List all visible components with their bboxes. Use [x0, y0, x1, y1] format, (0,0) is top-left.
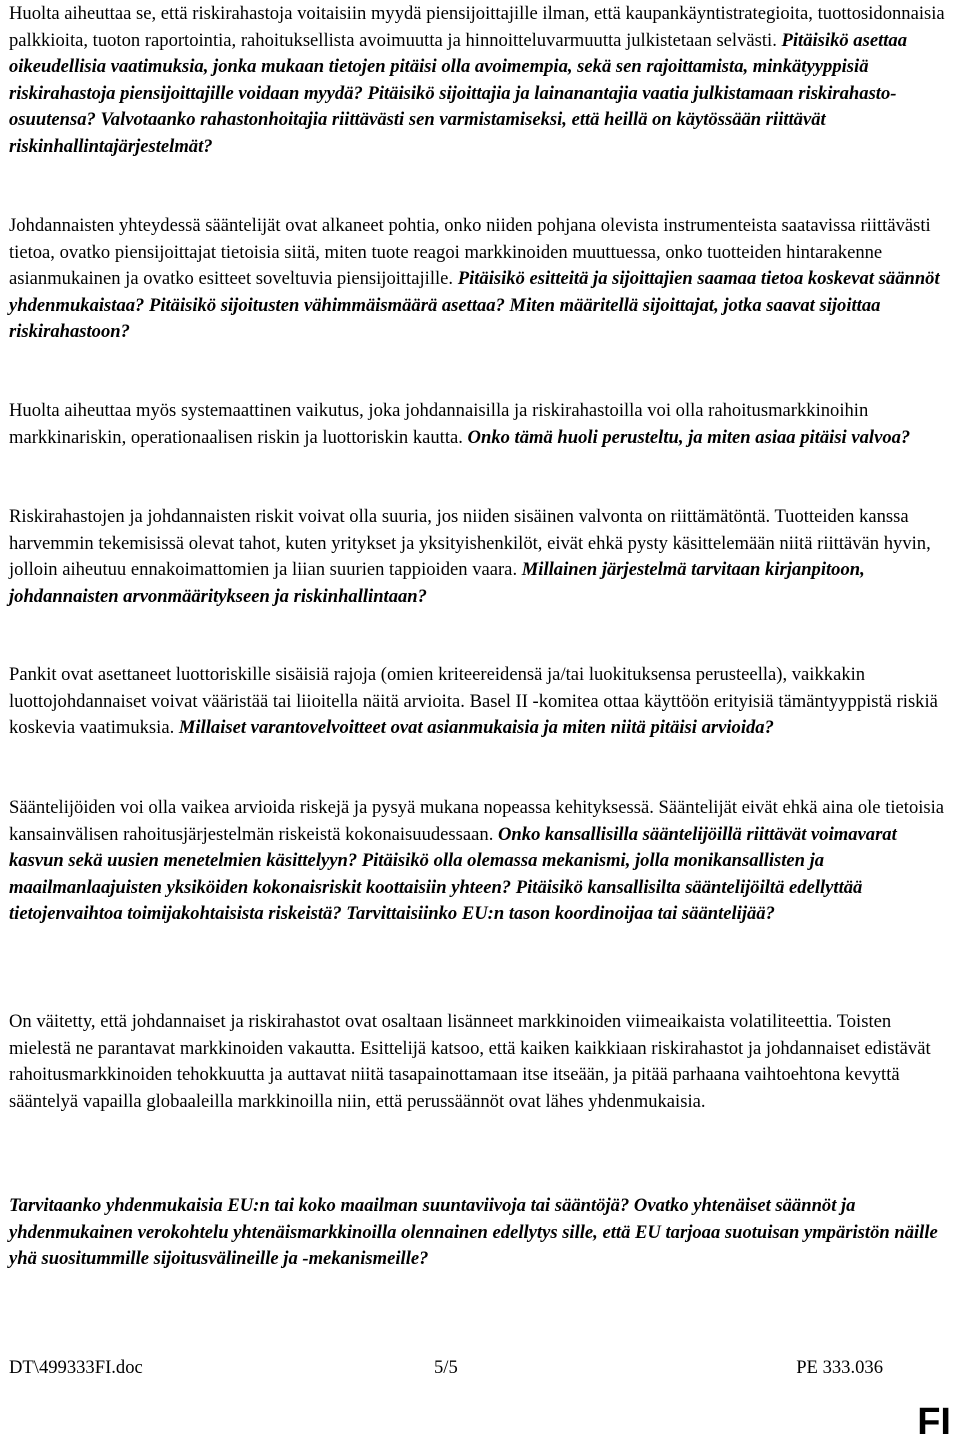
- paragraph-question: Millaiset varantovelvoitteet ovat asianmukaisia ja miten niitä pitäisi arvioida?: [178, 717, 774, 739]
- paragraph: [9, 213, 951, 346]
- footer-pe-number: PE 333.036: [796, 1357, 883, 1378]
- paragraph-text: On väitetty, että johdannaiset ja riskirahastot ovat osaltaan lisänneet markkinoiden viimeaikaista volatiliteettia. Toisten mielestä ne parantavat markkinoiden vakautta. Esittelijä katsoo, että kaiken kaikkiaan riskirahastot ja johdannaiset edistävät rahoitusmarkkinoiden tehokkuutta ja auttavat niitä tasapainottamaan itse itseään, ja pitää parhaana vaihtoehtona kevyttä sääntelyä vapailla globaaleilla markkinoilla niin, että perussäännöt ovat lähes yhdenmukaisia.: [9, 1011, 931, 1112]
- paragraph-question: Onko tämä huoli perusteltu, ja miten asiaa pitäisi valvoa?: [467, 426, 911, 448]
- paragraph-question: Pitäisikö asettaa oikeudellisia vaatimuksia, jonka mukaan tietojen pitäisi olla avoimempia, sekä sen rajoittamista, minkätyyppisiä riskirahastoja piensijoittajille voidaan myydä? Pitäisikö sijoittajia ja lainanantajia vaatia julkistamaan riskirahasto-osuutensa? Valvotaanko rahastonhoitajia riittävästi sen varmistamiseksi, että heillä on käytössään riittävät riskinhallintajärjestelmät?: [9, 29, 908, 157]
- paragraph-text: Pankit ovat asettaneet luottoriskille sisäisiä rajoja (omien kriteereidensä ja/tai luokituksensa perusteella), vaikkakin luottojohdannaiset voivat vääristää tai liioitella näitä arvioita. Basel II -komitea ottaa käyttöön erityisiä tämäntyyppistä riskiä koskevia vaatimuksia.: [9, 664, 938, 739]
- paragraph-text: Sääntelijöiden voi olla vaikea arvioida riskejä ja pysyä mukana nopeassa kehityksessä. Sääntelijät eivät ehkä aina ole tietoisia kansainvälisen rahoitusjärjestelmän riskeistä kokonaisuudessaan.: [9, 797, 945, 845]
- paragraph-text: Riskirahastojen ja johdannaisten riskit voivat olla suuria, jos niiden sisäinen valvonta on riittämätöntä. Tuotteiden kanssa harvemmin tekemisissä olevat tahot, kuten yritykset ja yksityishenkilöt, eivät ehkä pysty käsittelemään niitä riittävän hyvin, jolloin aiheutuu ennakoimattomien ja liian suurien tappioiden vaara.: [9, 506, 931, 581]
- paragraph-question: Onko kansallisilla sääntelijöillä riittävät voimavarat kasvun sekä uusien menetelmien käsittelyyn? Pitäisikö olla olemassa mekanismi, jolla monikansallisten ja maailmanlaajuisten yksiköiden kokonaisriskit koottaisiin yhteen? Pitäisikö kansallisilta sääntelijöiltä edellyttää tietojenvaihtoa toimijakohtaisista riskeistä? Tarvittaisiinko EU:n tason koordinoijaa tai sääntelijää?: [9, 823, 897, 925]
- paragraph: [9, 1009, 951, 1115]
- paragraph: [9, 398, 951, 451]
- paragraph-text: Huolta aiheuttaa myös systemaattinen vaikutus, joka johdannaisilla ja riskirahastoilla voi olla rahoitusmarkkinoihin markkinariskin, operationaalisen riskin ja luottoriskin kautta.: [9, 400, 869, 448]
- footer-doc-reference: DT\499333FI.doc: [9, 1357, 143, 1378]
- paragraph: [9, 662, 951, 742]
- paragraph-text: Huolta aiheuttaa se, että riskirahastoja voitaisiin myydä piensijoittajille ilman, että kaupankäyntistrategioita, tuottosidonnaisia palkkioita, tuoton raportointia, rahoituksellista avoimuutta ja hinnoitteluvarmuutta julkistetaan selvästi.: [9, 3, 945, 51]
- footer-page-number: 5/5: [434, 1357, 458, 1378]
- paragraph-question: Pitäisikö esitteitä ja sijoittajien saamaa tietoa koskevat säännöt yhdenmukaistaa? Pitäisikö sijoitusten vähimmäismäärä asettaa? Miten määritellä sijoittajat, jotka saavat sijoittaa riskirahastoon?: [9, 268, 940, 343]
- paragraph-question: Tarvitaanko yhdenmukaisia EU:n tai koko maailman suuntaviivoja tai sääntöjä? Ovatko yhtenäiset säännöt ja yhdenmukainen verokohtelu yhtenäismarkkinoilla olennainen edellytys sille, että EU tarjoaa suotuisan ympäristön näille yhä suositummille sijoitusvälineille ja -mekanismeille?: [9, 1195, 938, 1270]
- paragraph: [9, 1193, 951, 1273]
- page-footer: [9, 1355, 883, 1381]
- paragraph: [9, 795, 951, 928]
- paragraph: [9, 1, 951, 161]
- paragraph: [9, 504, 951, 610]
- language-code-label: FI: [917, 1401, 951, 1443]
- paragraph-text: Johdannaisten yhteydessä sääntelijät ovat alkaneet pohtia, onko niiden pohjana olevista instrumenteista saatavissa riittävästi tietoa, ovatko piensijoittajat tietoisia siitä, miten tuote reagoi markkinoiden muuttuessa, onko tuotteiden hintarakenne asianmukainen ja ovatko esitteet soveltuvia piensijoittajille.: [9, 215, 931, 290]
- paragraph-question: Millainen järjestelmä tarvitaan kirjanpitoon, johdannaisten arvonmääritykseen ja riskinhallintaan?: [9, 559, 865, 607]
